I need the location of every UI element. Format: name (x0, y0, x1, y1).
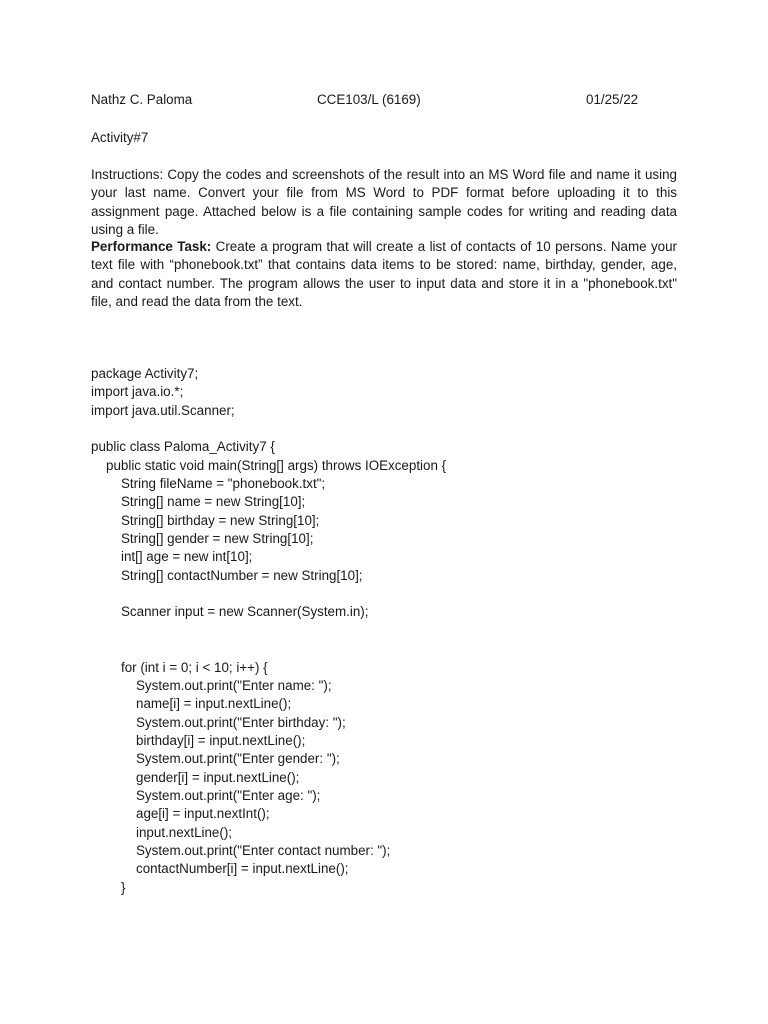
code-line: System.out.print("Enter contact number: "); (136, 842, 391, 858)
code-line: String[] name = new String[10]; (121, 494, 306, 510)
course-code: CCE103/L (6169) (317, 92, 421, 107)
code-line: int[] age = new int[10]; (121, 549, 253, 565)
code-line: String[] birthday = new String[10]; (121, 512, 320, 528)
code-line: input.nextLine(); (136, 824, 233, 840)
code-line (91, 640, 446, 658)
performance-task-text: Create a program that will create a list of contacts of 10 persons. Name your text file with “phonebook.txt” that contains data items to be stored: name, birthday, gender, age, and contact number. The program allows the user to input data and store it in a "phonebook.txt" file, and read the data from the text. (91, 239, 677, 309)
performance-task-paragraph (91, 238, 677, 311)
code-line: import java.util.Scanner; (91, 402, 235, 418)
code-line (91, 585, 446, 603)
code-line: } (121, 879, 126, 895)
document-date: 01/25/22 (586, 92, 639, 107)
code-line: public static void main(String[] args) throws IOException { (106, 457, 447, 473)
code-line: String[] contactNumber = new String[10]; (121, 567, 363, 583)
code-line: for (int i = 0; i < 10; i++) { (121, 659, 268, 675)
document-header (91, 92, 651, 110)
code-line: String fileName = "phonebook.txt"; (121, 476, 326, 492)
code-line: package Activity7; (91, 366, 199, 381)
code-block (91, 365, 446, 897)
instructions-paragraph: Instructions: Copy the codes and screenshots of the result into an MS Word file and name it using your last name. Convert your file from MS Word to PDF format before uploading it to this assignment page. Attached below is a file containing sample codes for writing and reading data using a file. (91, 167, 677, 237)
code-line: import java.io.*; (91, 384, 184, 400)
code-line: contactNumber[i] = input.nextLine(); (136, 861, 349, 877)
code-line: public class Paloma_Activity7 { (91, 439, 275, 455)
code-line: age[i] = input.nextInt(); (136, 806, 270, 822)
code-line: System.out.print("Enter gender: "); (136, 751, 340, 767)
code-line: System.out.print("Enter age: "); (136, 787, 321, 803)
code-line (91, 420, 446, 438)
performance-task-label: Performance Task: (91, 239, 212, 254)
student-name: Nathz C. Paloma (91, 92, 193, 107)
code-line: name[i] = input.nextLine(); (136, 696, 292, 712)
code-line: birthday[i] = input.nextLine(); (136, 732, 306, 748)
code-line: System.out.print("Enter name: "); (136, 677, 332, 693)
code-line: System.out.print("Enter birthday: "); (136, 714, 346, 730)
code-line (91, 622, 446, 640)
activity-title: Activity#7 (91, 130, 149, 145)
code-line: String[] gender = new String[10]; (121, 531, 314, 547)
code-line: gender[i] = input.nextLine(); (136, 769, 300, 785)
code-line: Scanner input = new Scanner(System.in); (121, 604, 369, 620)
